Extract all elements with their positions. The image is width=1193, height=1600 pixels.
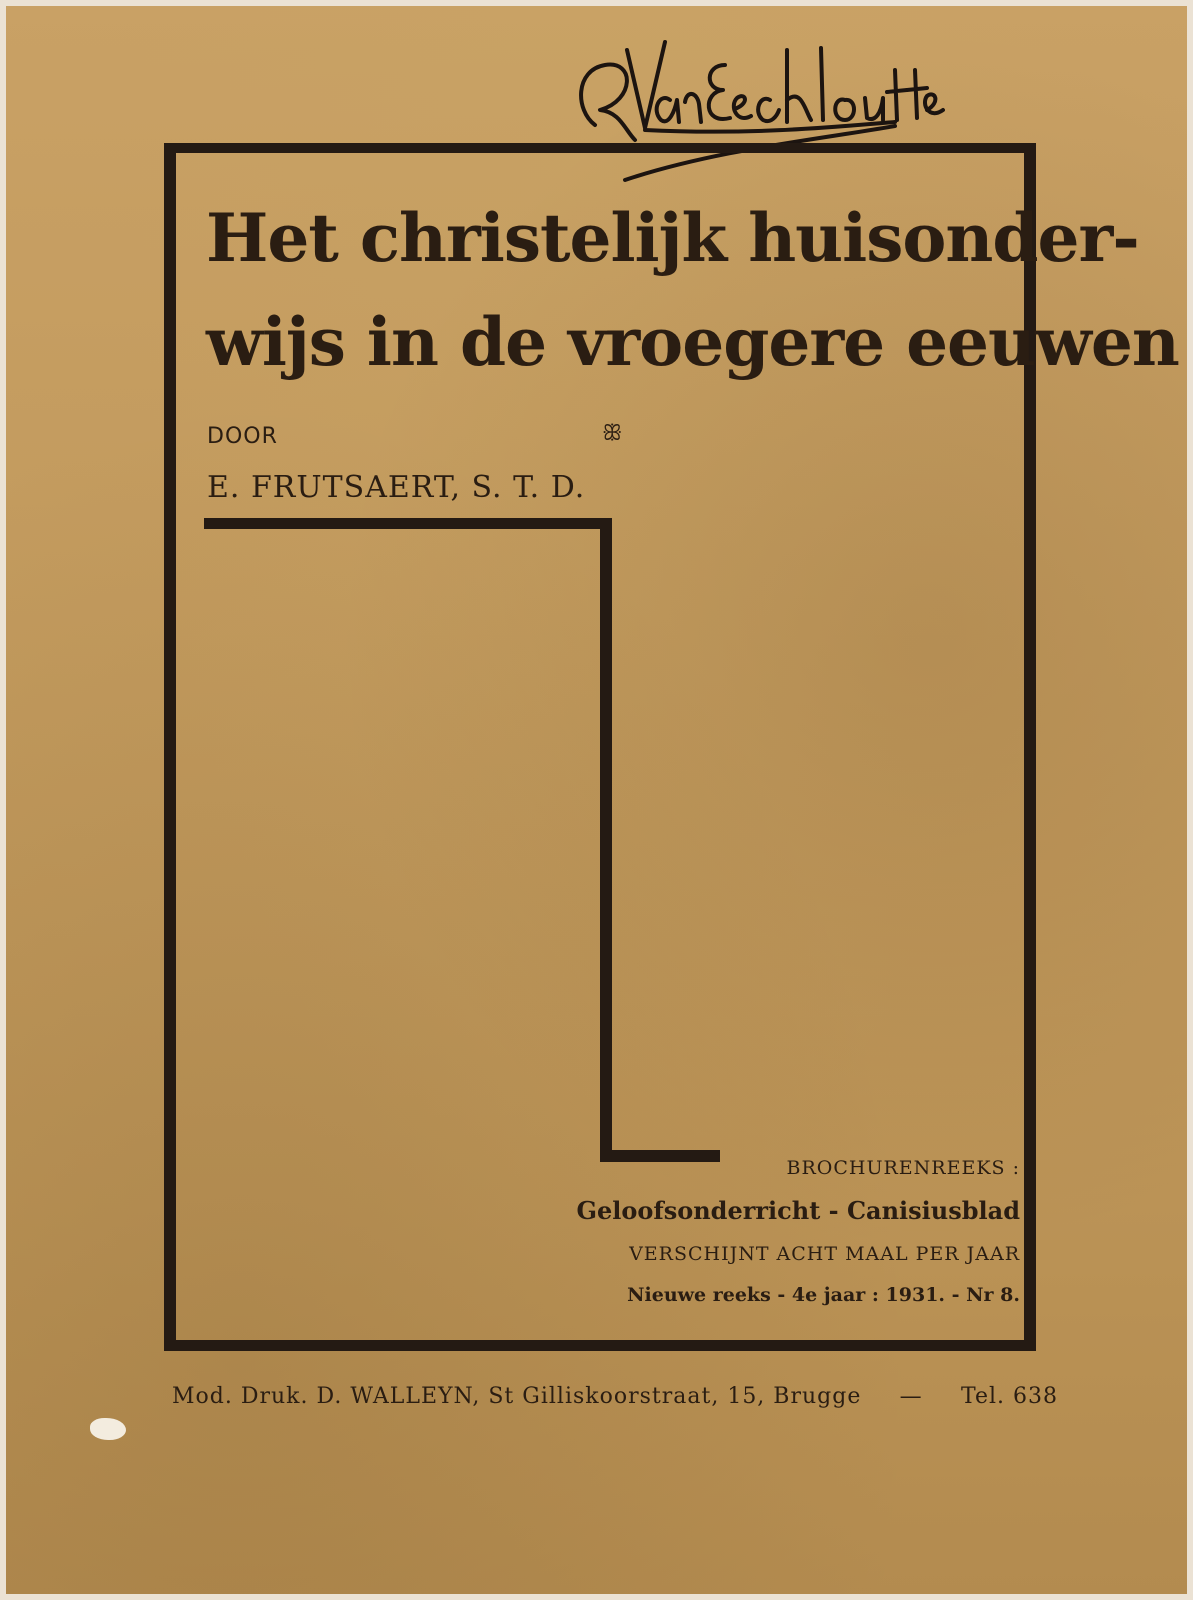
frame-left-rule [164, 143, 176, 1351]
printer-phone: Tel. 638 [961, 1384, 1058, 1409]
handwritten-signature [565, 30, 945, 200]
book-title [206, 186, 1179, 394]
author-name: E. FRUTSAERT, S. T. D. [207, 470, 586, 505]
issue-number: Nieuwe reeks - 4e jaar : 1931. - Nr 8. [627, 1284, 1020, 1306]
frame-top-rule [164, 143, 1030, 153]
printer-address: Mod. Druk. D. WALLEYN, St Gilliskoorstraat, 15, Brugge [172, 1384, 862, 1409]
series-label: BROCHURENREEKS : [786, 1157, 1020, 1179]
byline-label: DOOR [207, 424, 278, 449]
title-line-1: Het christelijk huisonder- [206, 199, 1139, 277]
inner-vertical-rule [600, 518, 612, 1162]
series-name: Geloofsonderricht - Canisiusblad [576, 1196, 1020, 1225]
imprint-separator: — [899, 1384, 923, 1409]
frame-bottom-rule [172, 1340, 1036, 1351]
series-info [576, 1153, 1020, 1313]
printer-imprint [172, 1384, 1058, 1409]
ornament-icon: ꕥ [602, 421, 623, 446]
title-line-2: wijs in de vroegere eeuwen [206, 303, 1179, 381]
publication-frequency: VERSCHIJNT ACHT MAAL PER JAAR [629, 1243, 1020, 1265]
paper-stain [90, 1418, 126, 1440]
inner-top-rule [204, 518, 612, 529]
